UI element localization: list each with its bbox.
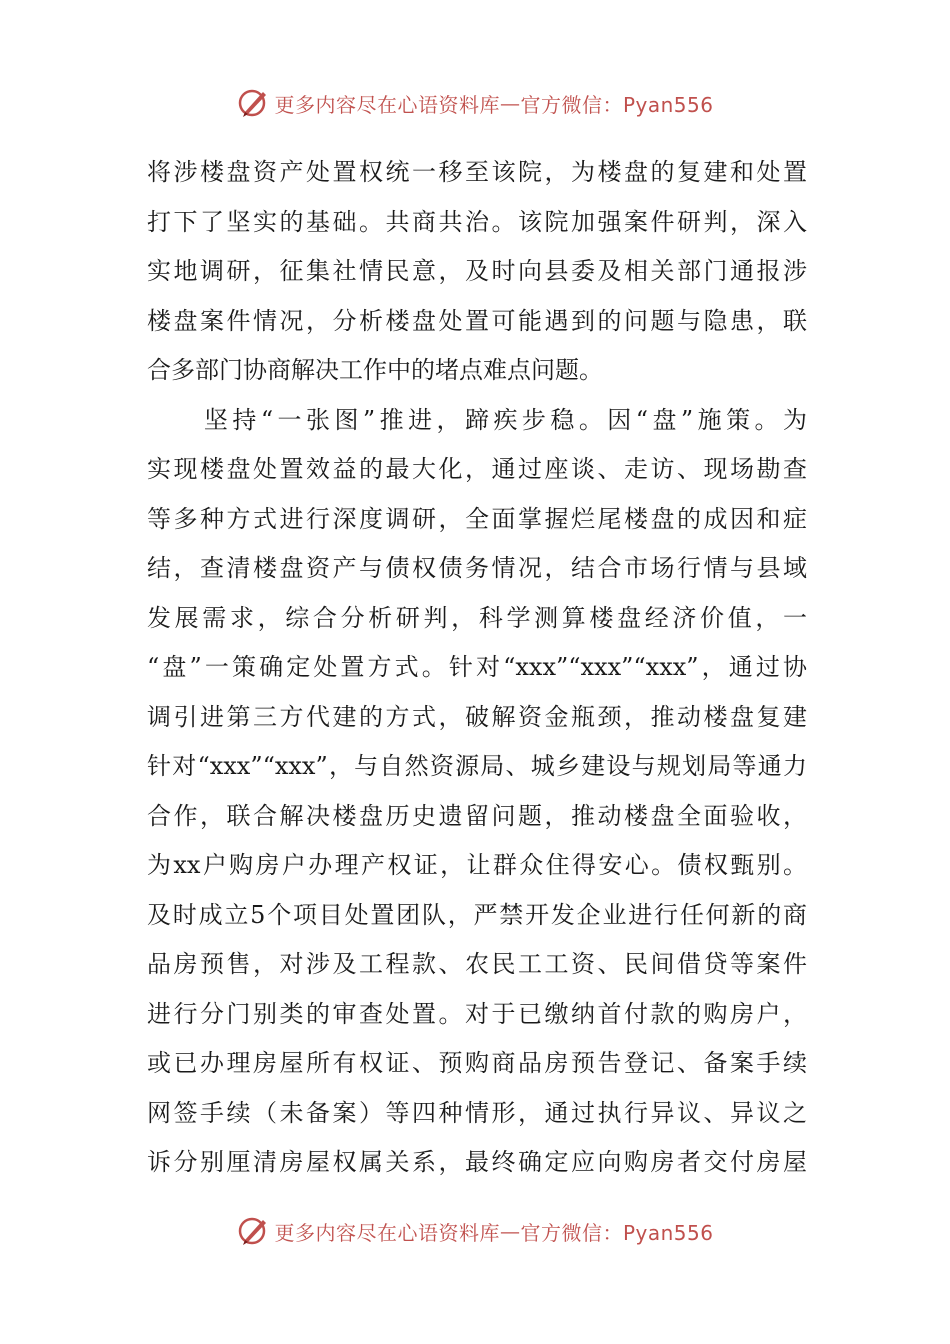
text-line: 网签手续（未备案）等四种情形，通过执行异议、异议之 — [147, 1098, 807, 1127]
footer-wechat: 官方微信：Pyan556 — [520, 1220, 714, 1245]
text-line: 等多种方式进行深度调研，全面掌握烂尾楼盘的成因和症 — [147, 504, 807, 533]
header-brand-text: 更多内容尽在心语资料库 — [274, 92, 500, 117]
header-watermark — [0, 83, 950, 123]
text-line: 将涉楼盘资产处置权统一移至该院，为楼盘的复建和处置 — [147, 158, 807, 186]
text-line: 楼盘案件情况，分析楼盘处置可能遇到的问题与隐患，联 — [147, 306, 807, 335]
pen-logo-icon — [236, 1214, 270, 1248]
text-line: 实地调研，征集社情民意，及时向县委及相关部门通报涉 — [147, 257, 807, 285]
header-dash: — — [499, 91, 521, 115]
text-line: 实现楼盘处置效益的最大化，通过座谈、走访、现场勘查 — [147, 455, 807, 483]
text-line: 调引进第三方代建的方式，破解资金瓶颈，推动楼盘复建 — [147, 702, 807, 731]
pen-logo-icon — [236, 86, 270, 120]
header-wechat: 官方微信：Pyan556 — [520, 92, 714, 117]
text-line: 品房预售，对涉及工程款、农民工工资、民间借贷等案件 — [147, 950, 807, 978]
text-line: 发展需求，综合分析研判，科学测算楼盘经济价值，一 — [147, 603, 807, 632]
text-line: 合作，联合解决楼盘历史遗留问题，推动楼盘全面验收， — [147, 801, 807, 830]
text-line: 为xx户购房户办理产权证，让群众住得安心。债权甄别。 — [147, 851, 807, 879]
text-line: 针对“xxx”“xxx”，与自然资源局、城乡建设与规划局等通力 — [147, 752, 807, 780]
text-line: “盘”一策确定处置方式。针对“xxx”“xxx”“xxx”，通过协 — [147, 653, 807, 681]
text-line: 及时成立5个项目处置团队，严禁开发企业进行任何新的商 — [147, 900, 807, 929]
text-line: 或已办理房屋所有权证、预购商品房预告登记、备案手续 — [147, 1049, 807, 1077]
footer-brand-text: 更多内容尽在心语资料库 — [274, 1220, 500, 1245]
text-line: 合多部门协商解决工作中的堵点难点问题。 — [147, 356, 603, 384]
footer-watermark — [0, 1211, 950, 1251]
text-line: 坚持“一张图”推进，蹄疾步稳。因“盘”施策。为 — [147, 405, 807, 434]
document-body — [147, 148, 807, 1188]
footer-dash: — — [499, 1219, 521, 1243]
text-line: 进行分门别类的审查处置。对于已缴纳首付款的购房户， — [147, 999, 807, 1028]
text-line: 诉分别厘清房屋权属关系，最终确定应向购房者交付房屋 — [147, 1148, 807, 1176]
text-line: 结，查清楼盘资产与债权债务情况，结合市场行情与县域 — [147, 554, 807, 582]
text-line: 打下了坚实的基础。共商共治。该院加强案件研判，深入 — [147, 207, 807, 236]
